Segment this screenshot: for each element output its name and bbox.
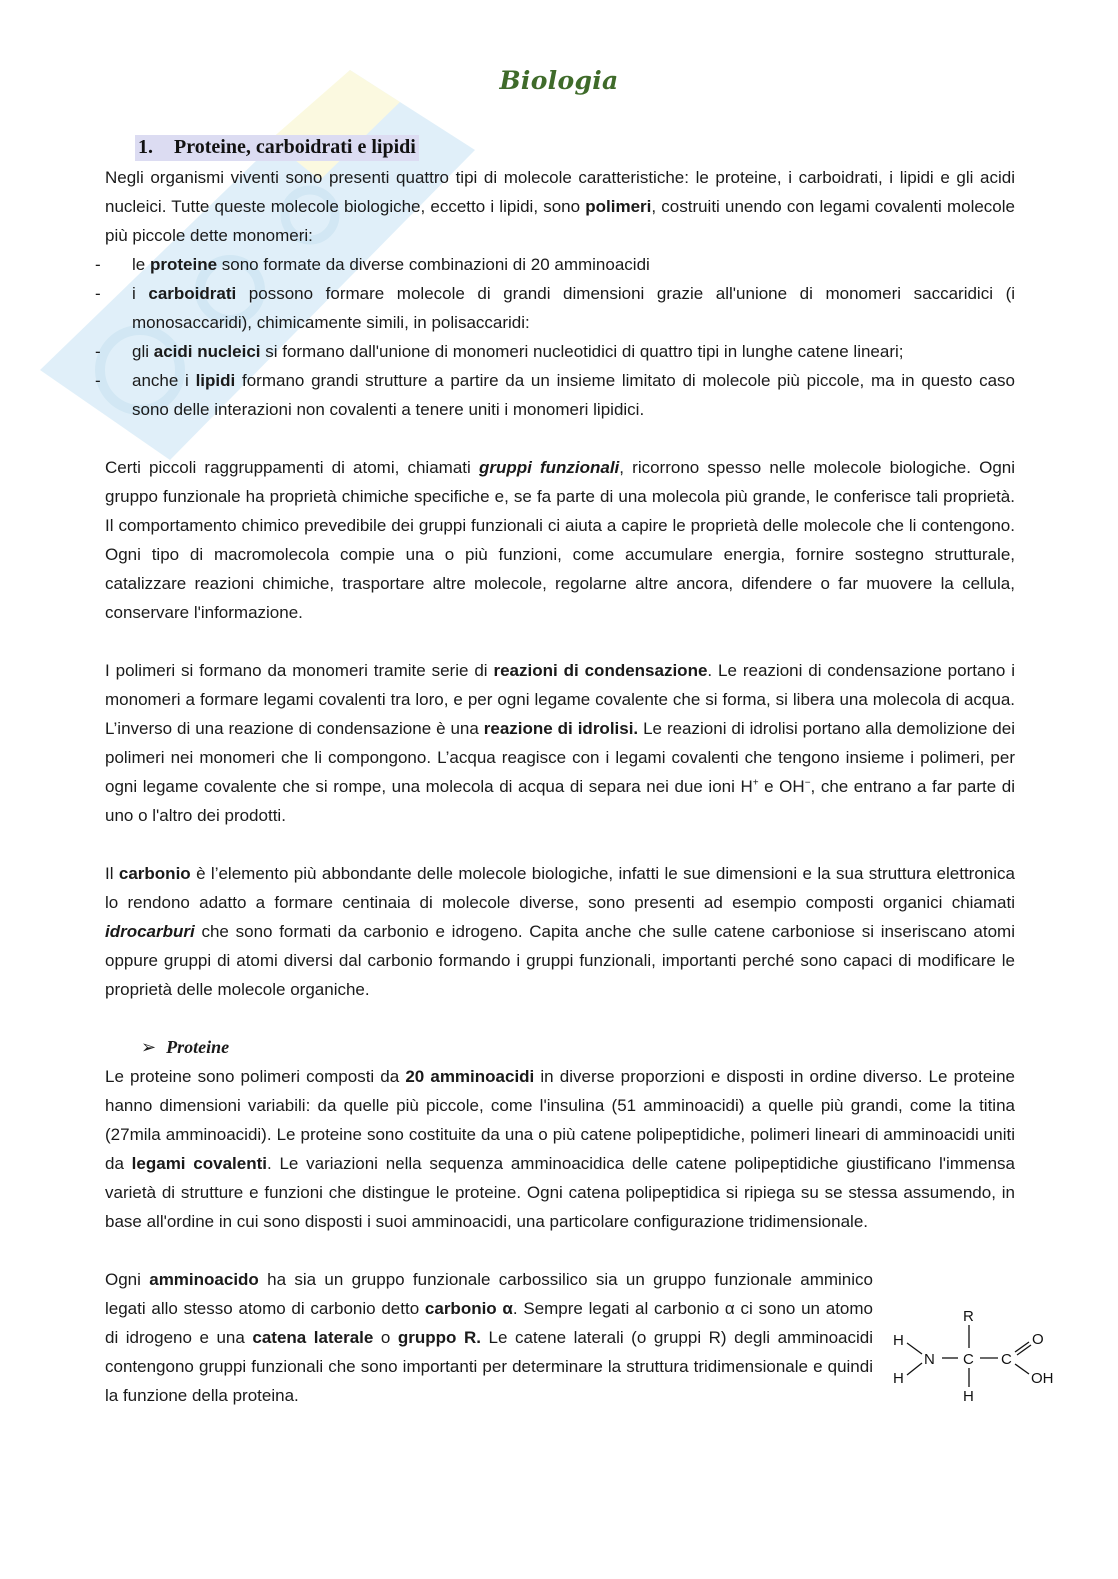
list-item-post: formano grandi strutture a partire da un insieme limitato di molecole più piccole, ma in questo caso sono delle interazioni non covalenti a tenere uniti i monomeri lipidici. [132, 371, 1016, 419]
p6-bold-2: carbonio α [424, 1299, 513, 1318]
atom-c: C [1001, 1351, 1012, 1368]
condensation-paragraph [105, 656, 1015, 830]
proteins-paragraph [105, 1062, 1015, 1236]
arrow-bullet-icon: ➢ [141, 1037, 157, 1057]
atom-o: O [1032, 1331, 1044, 1348]
p4-text-3: che sono formati da carbonio e idrogeno. Capita anche che sulle catene carboniose si inseriscano atomi oppure gruppi di atomi diversi dal carbonio formando i gruppi funzionali, importanti perché sono capaci di modificare le proprietà delle molecole organiche. [105, 922, 1015, 999]
p5-text-3: . Le variazioni nella sequenza amminoacidica delle catene polipeptidiche giustificano l'immensa varietà di strutture e funzioni che distingue le proteine. Ogni catena polipeptidica si ripiega su se stessa assumendo, in base all'ordine in cui sono disposti i suoi amminoacidi, una particolare configurazione tridimensionale. [105, 1154, 1015, 1231]
list-item [105, 279, 1015, 337]
intro-text-1: Negli organismi viventi sono presenti quattro tipi di molecole caratteristiche: le proteine, i carboidrati, i lipidi e gli acidi nucleici. Tutte queste molecole biologiche, eccetto i lipidi, sono [105, 168, 1015, 216]
intro-bold-polimeri: polimeri [585, 197, 652, 216]
atom-h: H [963, 1388, 974, 1403]
p2-bold-italic: gruppi funzionali [478, 458, 620, 477]
atom-h: H [893, 1332, 904, 1349]
p5-bold-1: 20 amminoacidi [405, 1067, 535, 1086]
monomer-list [105, 250, 1015, 424]
p4-text-1: Il [105, 864, 119, 883]
atom-h: H [893, 1370, 904, 1387]
p5-text-1: Le proteine sono polimeri composti da [105, 1067, 406, 1086]
list-item-pre: le [132, 255, 150, 274]
list-item [105, 250, 1015, 279]
carbon-paragraph [105, 859, 1015, 1004]
p3-sup-plus: + [752, 777, 759, 789]
p2-text-2: , ricorrono spesso nelle molecole biologiche. Ogni gruppo funzionale ha proprietà chimiche specifiche e, se fa parte di una molecola più grande, le conferisce tali proprietà. Il comportamento chimico prevedibile dei gruppi funzionali ci aiuta a capire le proprietà delle molecole che li contengono. Ogni tipo di macromolecola compie una o più funzioni, come accumulare energia, fornire sostegno strutturale, catalizzare reazioni chimiche, trasportare altre molecole, regolarne altre ancora, difendere o far muovere la cellula, conservare l'informazione. [105, 458, 1016, 622]
list-item-pre: gli [132, 342, 154, 361]
list-item [105, 337, 1015, 366]
p4-text-2: è l’elemento più abbondante delle molecole biologiche, infatti le sue dimensioni e la sua struttura elettronica lo rendono adatto a formare centinaia di molecole diverse, sono presenti ad esempio composti organici chiamati [105, 864, 1015, 912]
subsection-heading [105, 1033, 1015, 1062]
p4-bold-italic: idrocarburi [105, 922, 195, 941]
list-item-pre: i [132, 284, 149, 303]
p3-text-3: Le reazioni di idrolisi portano alla demolizione dei polimeri nei monomeri che li compongono. L’acqua reagisce con i legami covalenti che tengono insieme i polimeri, per ogni legame covalente che si rompe, una molecola di acqua di separa nei due ioni H [105, 719, 1015, 796]
amino-acid-structure-diagram [885, 1303, 1065, 1403]
intro-text-2: , costruiti unendo con legami covalenti molecole più piccole dette monomeri: [105, 197, 1015, 245]
p3-text-1: I polimeri si formano da monomeri tramite serie di [105, 661, 494, 680]
section-number: 1. [138, 136, 153, 158]
list-item-bold: carboidrati [148, 284, 237, 303]
p6-bold-1: amminoacido [149, 1270, 259, 1289]
p3-bold-2: reazione di idrolisi. [483, 719, 639, 738]
section-title: Proteine, carboidrati e lipidi [174, 136, 416, 158]
p6-text-3: . Sempre legati al carbonio α ci sono un atomo di idrogeno e una [105, 1299, 873, 1347]
p6-text-4: o [373, 1328, 398, 1347]
functional-groups-paragraph [105, 453, 1015, 627]
list-item-post: possono formare molecole di grandi dimensioni grazie all'unione di monomeri saccaridici (i monosaccaridi), chimicamente simili, in polisaccaridi: [132, 284, 1016, 332]
amino-acid-paragraph [105, 1265, 873, 1410]
p6-text-1: Ogni [105, 1270, 150, 1289]
list-item-bold: proteine [149, 255, 218, 274]
p3-bold-1: reazioni di condensazione [493, 661, 708, 680]
subsection-title: Proteine [166, 1037, 230, 1057]
p3-text-4: e OH [758, 777, 805, 796]
p3-text-2: . Le reazioni di condensazione portano i monomeri a formare legami covalenti tra loro, e per ogni legame covalente che si forma, si libera una molecola di acqua. L’inverso di una reazione di condensazione è una [105, 661, 1015, 738]
p6-bold-4: gruppo R. [397, 1328, 481, 1347]
atom-oh: OH [1031, 1370, 1054, 1387]
p2-text-1: Certi piccoli raggruppamenti di atomi, chiamati [105, 458, 479, 477]
list-item-post: sono formate da diverse combinazioni di 20 amminoacidi [217, 255, 650, 274]
atom-c: C [963, 1351, 974, 1368]
list-item [105, 366, 1015, 424]
p6-text-2: ha sia un gruppo funzionale carbossilico sia un gruppo funzionale amminico legati allo stesso atomo di carbonio detto [105, 1270, 873, 1318]
intro-paragraph [105, 163, 1015, 250]
list-item-bold: lipidi [195, 371, 236, 390]
atom-n: N [924, 1351, 935, 1368]
p4-bold-1: carbonio [118, 864, 191, 883]
section-heading [135, 135, 419, 161]
list-item-pre: anche i [132, 371, 196, 390]
p6-bold-3: catena laterale [252, 1328, 374, 1347]
atom-r: R [963, 1308, 974, 1325]
p3-sup-minus: − [804, 777, 811, 789]
list-item-bold: acidi nucleici [153, 342, 261, 361]
p5-bold-2: legami covalenti [131, 1154, 267, 1173]
document-body [105, 163, 1015, 1410]
p5-text-2: in diverse proporzioni e disposti in ordine diverso. Le proteine hanno dimensioni variabili: da quelle più piccole, come l'insulina (51 amminoacidi) a quelle più grandi, come la titina (27mila amminoacidi). Le proteine sono costituite da una o più catene polipeptidiche, polimeri lineari di amminoacidi uniti da [105, 1067, 1016, 1173]
page-title: Biologia [499, 66, 619, 95]
p3-text-5: , che entrano a far parte di uno o l'altro dei prodotti. [105, 777, 1016, 825]
p6-text-5: Le catene laterali (o gruppi R) degli amminoacidi contengono gruppi funzionali che sono importanti per determinare la struttura tridimensionale e quindi la funzione della proteina. [105, 1328, 874, 1405]
list-item-post: si formano dall'unione di monomeri nucleotidici di quattro tipi in lunghe catene lineari; [260, 342, 904, 361]
